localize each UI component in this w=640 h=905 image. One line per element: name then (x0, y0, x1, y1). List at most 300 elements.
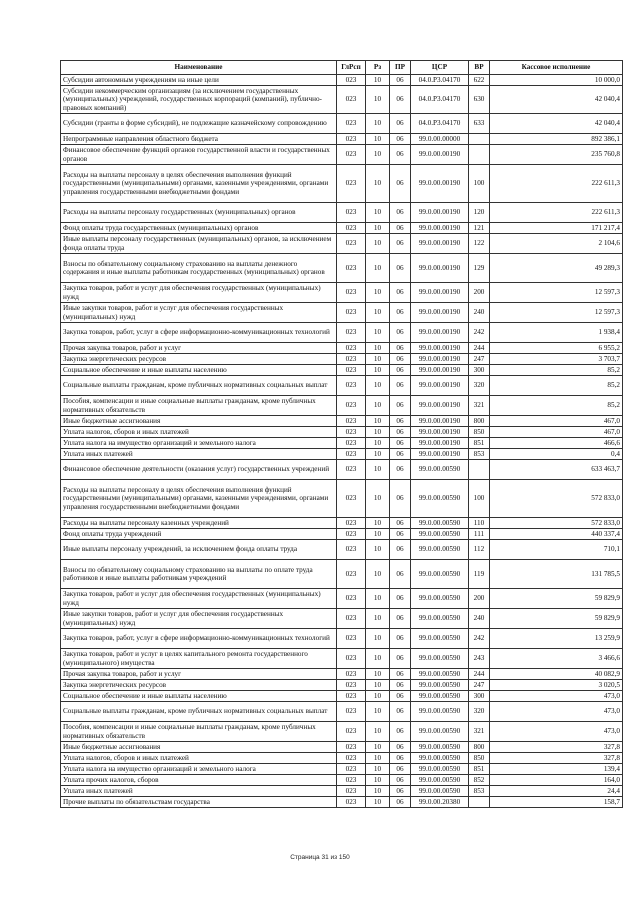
cell-glrsp: 023 (337, 343, 366, 354)
cell-csr: 99.0.00.00190 (411, 449, 469, 460)
cell-csr: 99.0.00.00190 (411, 416, 469, 427)
cell-csr: 99.0.00.00190 (411, 438, 469, 449)
table-row (61, 303, 623, 323)
cell-name: Прочая закупка товаров, работ и услуг (61, 343, 337, 354)
cell-csr: 99.0.00.00590 (411, 722, 469, 742)
cell-glrsp: 023 (337, 416, 366, 427)
cell-csr: 99.0.00.00190 (411, 283, 469, 303)
cell-pr: 06 (390, 283, 411, 303)
cell-csr: 99.0.00.00590 (411, 775, 469, 786)
cell-name: Расходы на выплаты персоналу государственных (муниципальных) органов (61, 203, 337, 223)
cell-name: Социальные выплаты гражданам, кроме публичных нормативных социальных выплат (61, 376, 337, 396)
cell-name: Закупка товаров, работ и услуг для обеспечения государственных (муниципальных) нужд (61, 589, 337, 609)
cell-name: Закупка товаров, работ, услуг в сфере информационно-коммуникационных технологий (61, 629, 337, 649)
table-row (61, 343, 623, 354)
cell-vr: 110 (469, 518, 490, 529)
cell-glrsp: 023 (337, 460, 366, 480)
cell-pr: 06 (390, 303, 411, 323)
table-row (61, 529, 623, 540)
cell-pr: 06 (390, 416, 411, 427)
cell-sum: 85,2 (490, 365, 623, 376)
cell-vr: 240 (469, 609, 490, 629)
cell-name: Пособия, компенсации и иные социальные выплаты гражданам, кроме публичных нормативных обязательств (61, 722, 337, 742)
header-csr: ЦСР (411, 61, 469, 75)
cell-name: Непрограммные направления областного бюджета (61, 134, 337, 145)
cell-vr: 100 (469, 480, 490, 518)
cell-pr: 06 (390, 629, 411, 649)
table-row (61, 702, 623, 722)
table-body (61, 75, 623, 808)
cell-glrsp: 023 (337, 165, 366, 203)
cell-csr: 99.0.00.20380 (411, 797, 469, 808)
cell-sum: 572 833,0 (490, 480, 623, 518)
cell-csr: 99.0.00.00190 (411, 365, 469, 376)
cell-rz: 10 (366, 649, 390, 669)
cell-rz: 10 (366, 343, 390, 354)
cell-glrsp: 023 (337, 722, 366, 742)
cell-vr: 243 (469, 649, 490, 669)
header-vr: ВР (469, 61, 490, 75)
table-row (61, 480, 623, 518)
cell-rz: 10 (366, 86, 390, 114)
cell-name: Иные бюджетные ассигнования (61, 742, 337, 753)
cell-rz: 10 (366, 691, 390, 702)
cell-csr: 99.0.00.00590 (411, 529, 469, 540)
cell-rz: 10 (366, 223, 390, 234)
cell-sum: 572 833,0 (490, 518, 623, 529)
table-row (61, 114, 623, 134)
cell-vr: 200 (469, 589, 490, 609)
cell-sum: 3 703,7 (490, 354, 623, 365)
cell-glrsp: 023 (337, 609, 366, 629)
cell-rz: 10 (366, 75, 390, 86)
cell-csr: 99.0.00.00190 (411, 323, 469, 343)
table-row (61, 134, 623, 145)
table-row (61, 669, 623, 680)
cell-vr: 244 (469, 669, 490, 680)
cell-csr: 99.0.00.00190 (411, 396, 469, 416)
cell-pr: 06 (390, 203, 411, 223)
cell-name: Социальное обеспечение и иные выплаты населению (61, 365, 337, 376)
header-glrsp: ГлРсп (337, 61, 366, 75)
cell-glrsp: 023 (337, 540, 366, 560)
table-row (61, 764, 623, 775)
cell-glrsp: 023 (337, 797, 366, 808)
cell-csr: 99.0.00.00590 (411, 649, 469, 669)
cell-rz: 10 (366, 589, 390, 609)
cell-glrsp: 023 (337, 354, 366, 365)
cell-rz: 10 (366, 540, 390, 560)
cell-sum: 42 040,4 (490, 86, 623, 114)
cell-sum: 171 217,4 (490, 223, 623, 234)
cell-pr: 06 (390, 75, 411, 86)
cell-glrsp: 023 (337, 691, 366, 702)
cell-pr: 06 (390, 165, 411, 203)
cell-name: Закупка энергетических ресурсов (61, 354, 337, 365)
cell-sum: 158,7 (490, 797, 623, 808)
cell-glrsp: 023 (337, 438, 366, 449)
cell-pr: 06 (390, 376, 411, 396)
cell-glrsp: 023 (337, 449, 366, 460)
cell-vr: 300 (469, 691, 490, 702)
table-row (61, 416, 623, 427)
table-row (61, 283, 623, 303)
table-row (61, 518, 623, 529)
cell-pr: 06 (390, 354, 411, 365)
cell-name: Закупка товаров, работ, услуг в сфере информационно-коммуникационных технологий (61, 323, 337, 343)
cell-sum: 40 082,9 (490, 669, 623, 680)
cell-pr: 06 (390, 86, 411, 114)
cell-glrsp: 023 (337, 203, 366, 223)
cell-rz: 10 (366, 560, 390, 589)
cell-name: Уплата налогов, сборов и иных платежей (61, 753, 337, 764)
cell-sum: 139,4 (490, 764, 623, 775)
cell-name: Уплата прочих налогов, сборов (61, 775, 337, 786)
cell-rz: 10 (366, 134, 390, 145)
cell-name: Уплата налога на имущество организаций и земельного налога (61, 438, 337, 449)
table-row (61, 460, 623, 480)
cell-vr: 853 (469, 449, 490, 460)
cell-sum: 2 104,6 (490, 234, 623, 254)
cell-sum: 10 000,0 (490, 75, 623, 86)
cell-pr: 06 (390, 529, 411, 540)
cell-csr: 99.0.00.00590 (411, 518, 469, 529)
cell-glrsp: 023 (337, 669, 366, 680)
cell-sum: 3 466,6 (490, 649, 623, 669)
cell-sum: 13 259,9 (490, 629, 623, 649)
cell-rz: 10 (366, 518, 390, 529)
cell-name: Уплата иных платежей (61, 786, 337, 797)
cell-vr: 850 (469, 427, 490, 438)
cell-vr: 240 (469, 303, 490, 323)
cell-name: Закупка товаров, работ и услуг для обеспечения государственных (муниципальных) нужд (61, 283, 337, 303)
cell-vr: 244 (469, 343, 490, 354)
cell-name: Расходы на выплаты персоналу в целях обеспечения выполнения функций государственными (муниципальными) органами, казенными учреждениями, органами управления государственными внебюджетными фондами (61, 165, 337, 203)
table-row (61, 786, 623, 797)
cell-glrsp: 023 (337, 396, 366, 416)
cell-rz: 10 (366, 203, 390, 223)
cell-glrsp: 023 (337, 480, 366, 518)
table-row (61, 753, 623, 764)
cell-rz: 10 (366, 775, 390, 786)
cell-glrsp: 023 (337, 786, 366, 797)
table-header-row (61, 61, 623, 75)
cell-name: Субсидии некоммерческим организациям (за исключением государственных (муниципальных) учреждений, государственных корпораций (компаний), публично-правовых компаний) (61, 86, 337, 114)
cell-csr: 99.0.00.00590 (411, 702, 469, 722)
table-row (61, 396, 623, 416)
cell-sum: 327,8 (490, 753, 623, 764)
cell-sum: 85,2 (490, 376, 623, 396)
cell-csr: 99.0.00.00190 (411, 234, 469, 254)
cell-name: Уплата налога на имущество организаций и земельного налога (61, 764, 337, 775)
cell-vr: 120 (469, 203, 490, 223)
cell-sum: 467,0 (490, 416, 623, 427)
cell-glrsp: 023 (337, 376, 366, 396)
cell-glrsp: 023 (337, 427, 366, 438)
cell-rz: 10 (366, 609, 390, 629)
table-row (61, 609, 623, 629)
cell-vr: 850 (469, 753, 490, 764)
cell-rz: 10 (366, 234, 390, 254)
cell-pr: 06 (390, 460, 411, 480)
cell-name: Субсидии (гранты в форме субсидий), не подлежащие казначейскому сопровождению (61, 114, 337, 134)
cell-name: Иные закупки товаров, работ и услуг для обеспечения государственных (муниципальных) нужд (61, 609, 337, 629)
cell-pr: 06 (390, 589, 411, 609)
cell-name: Взносы по обязательному социальному страхованию на выплаты денежного содержания и иные выплаты работникам государственных (муниципальных) органов (61, 254, 337, 283)
cell-name: Закупка энергетических ресурсов (61, 680, 337, 691)
cell-pr: 06 (390, 742, 411, 753)
cell-pr: 06 (390, 786, 411, 797)
cell-name: Закупка товаров, работ и услуг в целях капитального ремонта государственного (муниципального) имущества (61, 649, 337, 669)
cell-sum: 59 829,9 (490, 609, 623, 629)
cell-pr: 06 (390, 609, 411, 629)
cell-rz: 10 (366, 365, 390, 376)
table-row (61, 365, 623, 376)
cell-pr: 06 (390, 427, 411, 438)
cell-csr: 99.0.00.00190 (411, 254, 469, 283)
cell-vr: 320 (469, 702, 490, 722)
cell-pr: 06 (390, 365, 411, 376)
cell-rz: 10 (366, 427, 390, 438)
cell-sum: 892 386,1 (490, 134, 623, 145)
cell-glrsp: 023 (337, 75, 366, 86)
cell-rz: 10 (366, 529, 390, 540)
cell-sum: 131 785,5 (490, 560, 623, 589)
cell-glrsp: 023 (337, 234, 366, 254)
cell-glrsp: 023 (337, 753, 366, 764)
cell-csr: 99.0.00.00000 (411, 134, 469, 145)
cell-name: Прочие выплаты по обязательствам государства (61, 797, 337, 808)
cell-pr: 06 (390, 722, 411, 742)
table-row (61, 742, 623, 753)
cell-name: Субсидии автономным учреждениям на иные цели (61, 75, 337, 86)
cell-glrsp: 023 (337, 529, 366, 540)
budget-table-sheet (60, 60, 622, 808)
table-row (61, 449, 623, 460)
cell-csr: 99.0.00.00190 (411, 376, 469, 396)
cell-pr: 06 (390, 234, 411, 254)
cell-vr: 853 (469, 786, 490, 797)
cell-vr: 800 (469, 742, 490, 753)
cell-csr: 99.0.00.00590 (411, 669, 469, 680)
cell-rz: 10 (366, 702, 390, 722)
cell-name: Финансовое обеспечение деятельности (оказания услуг) государственных учреждений (61, 460, 337, 480)
cell-rz: 10 (366, 165, 390, 203)
cell-vr: 300 (469, 365, 490, 376)
cell-rz: 10 (366, 722, 390, 742)
cell-rz: 10 (366, 460, 390, 480)
cell-sum: 42 040,4 (490, 114, 623, 134)
cell-sum: 24,4 (490, 786, 623, 797)
table-row (61, 323, 623, 343)
cell-pr: 06 (390, 323, 411, 343)
cell-sum: 49 289,3 (490, 254, 623, 283)
cell-pr: 06 (390, 797, 411, 808)
cell-csr: 04.0.Р3.04170 (411, 86, 469, 114)
cell-csr: 99.0.00.00590 (411, 629, 469, 649)
cell-pr: 06 (390, 540, 411, 560)
cell-pr: 06 (390, 134, 411, 145)
cell-rz: 10 (366, 742, 390, 753)
cell-vr: 111 (469, 529, 490, 540)
cell-glrsp: 023 (337, 283, 366, 303)
cell-sum: 235 760,8 (490, 145, 623, 165)
cell-sum: 440 337,4 (490, 529, 623, 540)
cell-sum: 12 597,3 (490, 303, 623, 323)
cell-glrsp: 023 (337, 134, 366, 145)
table-row (61, 438, 623, 449)
cell-sum: 473,0 (490, 691, 623, 702)
cell-glrsp: 023 (337, 303, 366, 323)
cell-vr (469, 134, 490, 145)
cell-csr: 99.0.00.00190 (411, 223, 469, 234)
cell-glrsp: 023 (337, 775, 366, 786)
cell-csr: 99.0.00.00590 (411, 480, 469, 518)
cell-sum: 1 938,4 (490, 323, 623, 343)
cell-vr (469, 145, 490, 165)
table-row (61, 223, 623, 234)
cell-glrsp: 023 (337, 254, 366, 283)
cell-csr: 99.0.00.00190 (411, 203, 469, 223)
page-footer: Страница 31 из 150 (290, 854, 350, 861)
table-row (61, 165, 623, 203)
header-cash-execution: Кассовое исполнение (490, 61, 623, 75)
table-row (61, 203, 623, 223)
cell-csr: 99.0.00.00590 (411, 540, 469, 560)
cell-name: Пособия, компенсации и иные социальные выплаты гражданам, кроме публичных нормативных обязательств (61, 396, 337, 416)
table-row (61, 722, 623, 742)
cell-sum: 222 611,3 (490, 203, 623, 223)
cell-csr: 99.0.00.00190 (411, 145, 469, 165)
cell-vr: 630 (469, 86, 490, 114)
cell-glrsp: 023 (337, 114, 366, 134)
cell-csr: 99.0.00.00590 (411, 589, 469, 609)
table-row (61, 797, 623, 808)
cell-csr: 99.0.00.00190 (411, 427, 469, 438)
cell-glrsp: 023 (337, 323, 366, 343)
table-row (61, 254, 623, 283)
cell-glrsp: 023 (337, 742, 366, 753)
cell-csr: 99.0.00.00190 (411, 354, 469, 365)
cell-csr: 99.0.00.00590 (411, 560, 469, 589)
cell-sum: 633 463,7 (490, 460, 623, 480)
cell-name: Фонд оплаты труда учреждений (61, 529, 337, 540)
cell-rz: 10 (366, 797, 390, 808)
cell-vr: 247 (469, 680, 490, 691)
cell-csr: 99.0.00.00590 (411, 460, 469, 480)
cell-rz: 10 (366, 449, 390, 460)
cell-csr: 99.0.00.00590 (411, 786, 469, 797)
cell-vr: 112 (469, 540, 490, 560)
cell-rz: 10 (366, 438, 390, 449)
cell-pr: 06 (390, 438, 411, 449)
cell-csr: 99.0.00.00190 (411, 343, 469, 354)
cell-vr: 129 (469, 254, 490, 283)
cell-glrsp: 023 (337, 223, 366, 234)
cell-sum: 327,8 (490, 742, 623, 753)
cell-name: Прочая закупка товаров, работ и услуг (61, 669, 337, 680)
header-name: Наименование (61, 61, 337, 75)
cell-sum: 6 955,2 (490, 343, 623, 354)
cell-rz: 10 (366, 416, 390, 427)
cell-name: Социальные выплаты гражданам, кроме публичных нормативных социальных выплат (61, 702, 337, 722)
cell-pr: 06 (390, 764, 411, 775)
cell-vr: 121 (469, 223, 490, 234)
cell-rz: 10 (366, 323, 390, 343)
cell-pr: 06 (390, 480, 411, 518)
cell-rz: 10 (366, 396, 390, 416)
cell-glrsp: 023 (337, 365, 366, 376)
cell-sum: 0,4 (490, 449, 623, 460)
cell-vr: 321 (469, 722, 490, 742)
table-row (61, 680, 623, 691)
table-row (61, 589, 623, 609)
table-row (61, 427, 623, 438)
cell-pr: 06 (390, 669, 411, 680)
cell-name: Расходы на выплаты персоналу в целях обеспечения выполнения функций государственными (муниципальными) органами, казенными учреждениями, органами управления государственными внебюджетными фондами (61, 480, 337, 518)
cell-glrsp: 023 (337, 518, 366, 529)
header-rz: Рз (366, 61, 390, 75)
cell-pr: 06 (390, 775, 411, 786)
cell-glrsp: 023 (337, 629, 366, 649)
table-row (61, 376, 623, 396)
cell-pr: 06 (390, 254, 411, 283)
cell-csr: 99.0.00.00190 (411, 303, 469, 323)
cell-glrsp: 023 (337, 649, 366, 669)
cell-vr: 622 (469, 75, 490, 86)
cell-sum: 85,2 (490, 396, 623, 416)
table-row (61, 629, 623, 649)
cell-glrsp: 023 (337, 680, 366, 691)
cell-pr: 06 (390, 753, 411, 764)
table-row (61, 75, 623, 86)
cell-csr: 99.0.00.00590 (411, 753, 469, 764)
cell-vr: 119 (469, 560, 490, 589)
cell-vr: 800 (469, 416, 490, 427)
cell-vr: 633 (469, 114, 490, 134)
cell-glrsp: 023 (337, 86, 366, 114)
cell-sum: 164,0 (490, 775, 623, 786)
cell-rz: 10 (366, 764, 390, 775)
cell-pr: 06 (390, 343, 411, 354)
budget-execution-table (60, 60, 623, 808)
cell-vr: 242 (469, 323, 490, 343)
cell-rz: 10 (366, 629, 390, 649)
cell-csr: 04.0.Р3.04170 (411, 75, 469, 86)
cell-vr: 321 (469, 396, 490, 416)
cell-rz: 10 (366, 480, 390, 518)
cell-csr: 99.0.00.00590 (411, 742, 469, 753)
cell-sum: 473,0 (490, 722, 623, 742)
cell-sum: 466,6 (490, 438, 623, 449)
cell-vr: 200 (469, 283, 490, 303)
cell-vr (469, 797, 490, 808)
header-pr: ПР (390, 61, 411, 75)
cell-csr: 99.0.00.00590 (411, 680, 469, 691)
cell-vr: 242 (469, 629, 490, 649)
cell-pr: 06 (390, 145, 411, 165)
cell-pr: 06 (390, 560, 411, 589)
cell-pr: 06 (390, 680, 411, 691)
cell-sum: 222 611,3 (490, 165, 623, 203)
cell-name: Иные выплаты персоналу государственных (муниципальных) органов, за исключением фонда оплаты труда (61, 234, 337, 254)
cell-glrsp: 023 (337, 589, 366, 609)
cell-name: Финансовое обеспечение функций органов государственной власти и государственных органов (61, 145, 337, 165)
cell-rz: 10 (366, 254, 390, 283)
cell-name: Социальное обеспечение и иные выплаты населению (61, 691, 337, 702)
cell-sum: 59 829,9 (490, 589, 623, 609)
cell-glrsp: 023 (337, 764, 366, 775)
